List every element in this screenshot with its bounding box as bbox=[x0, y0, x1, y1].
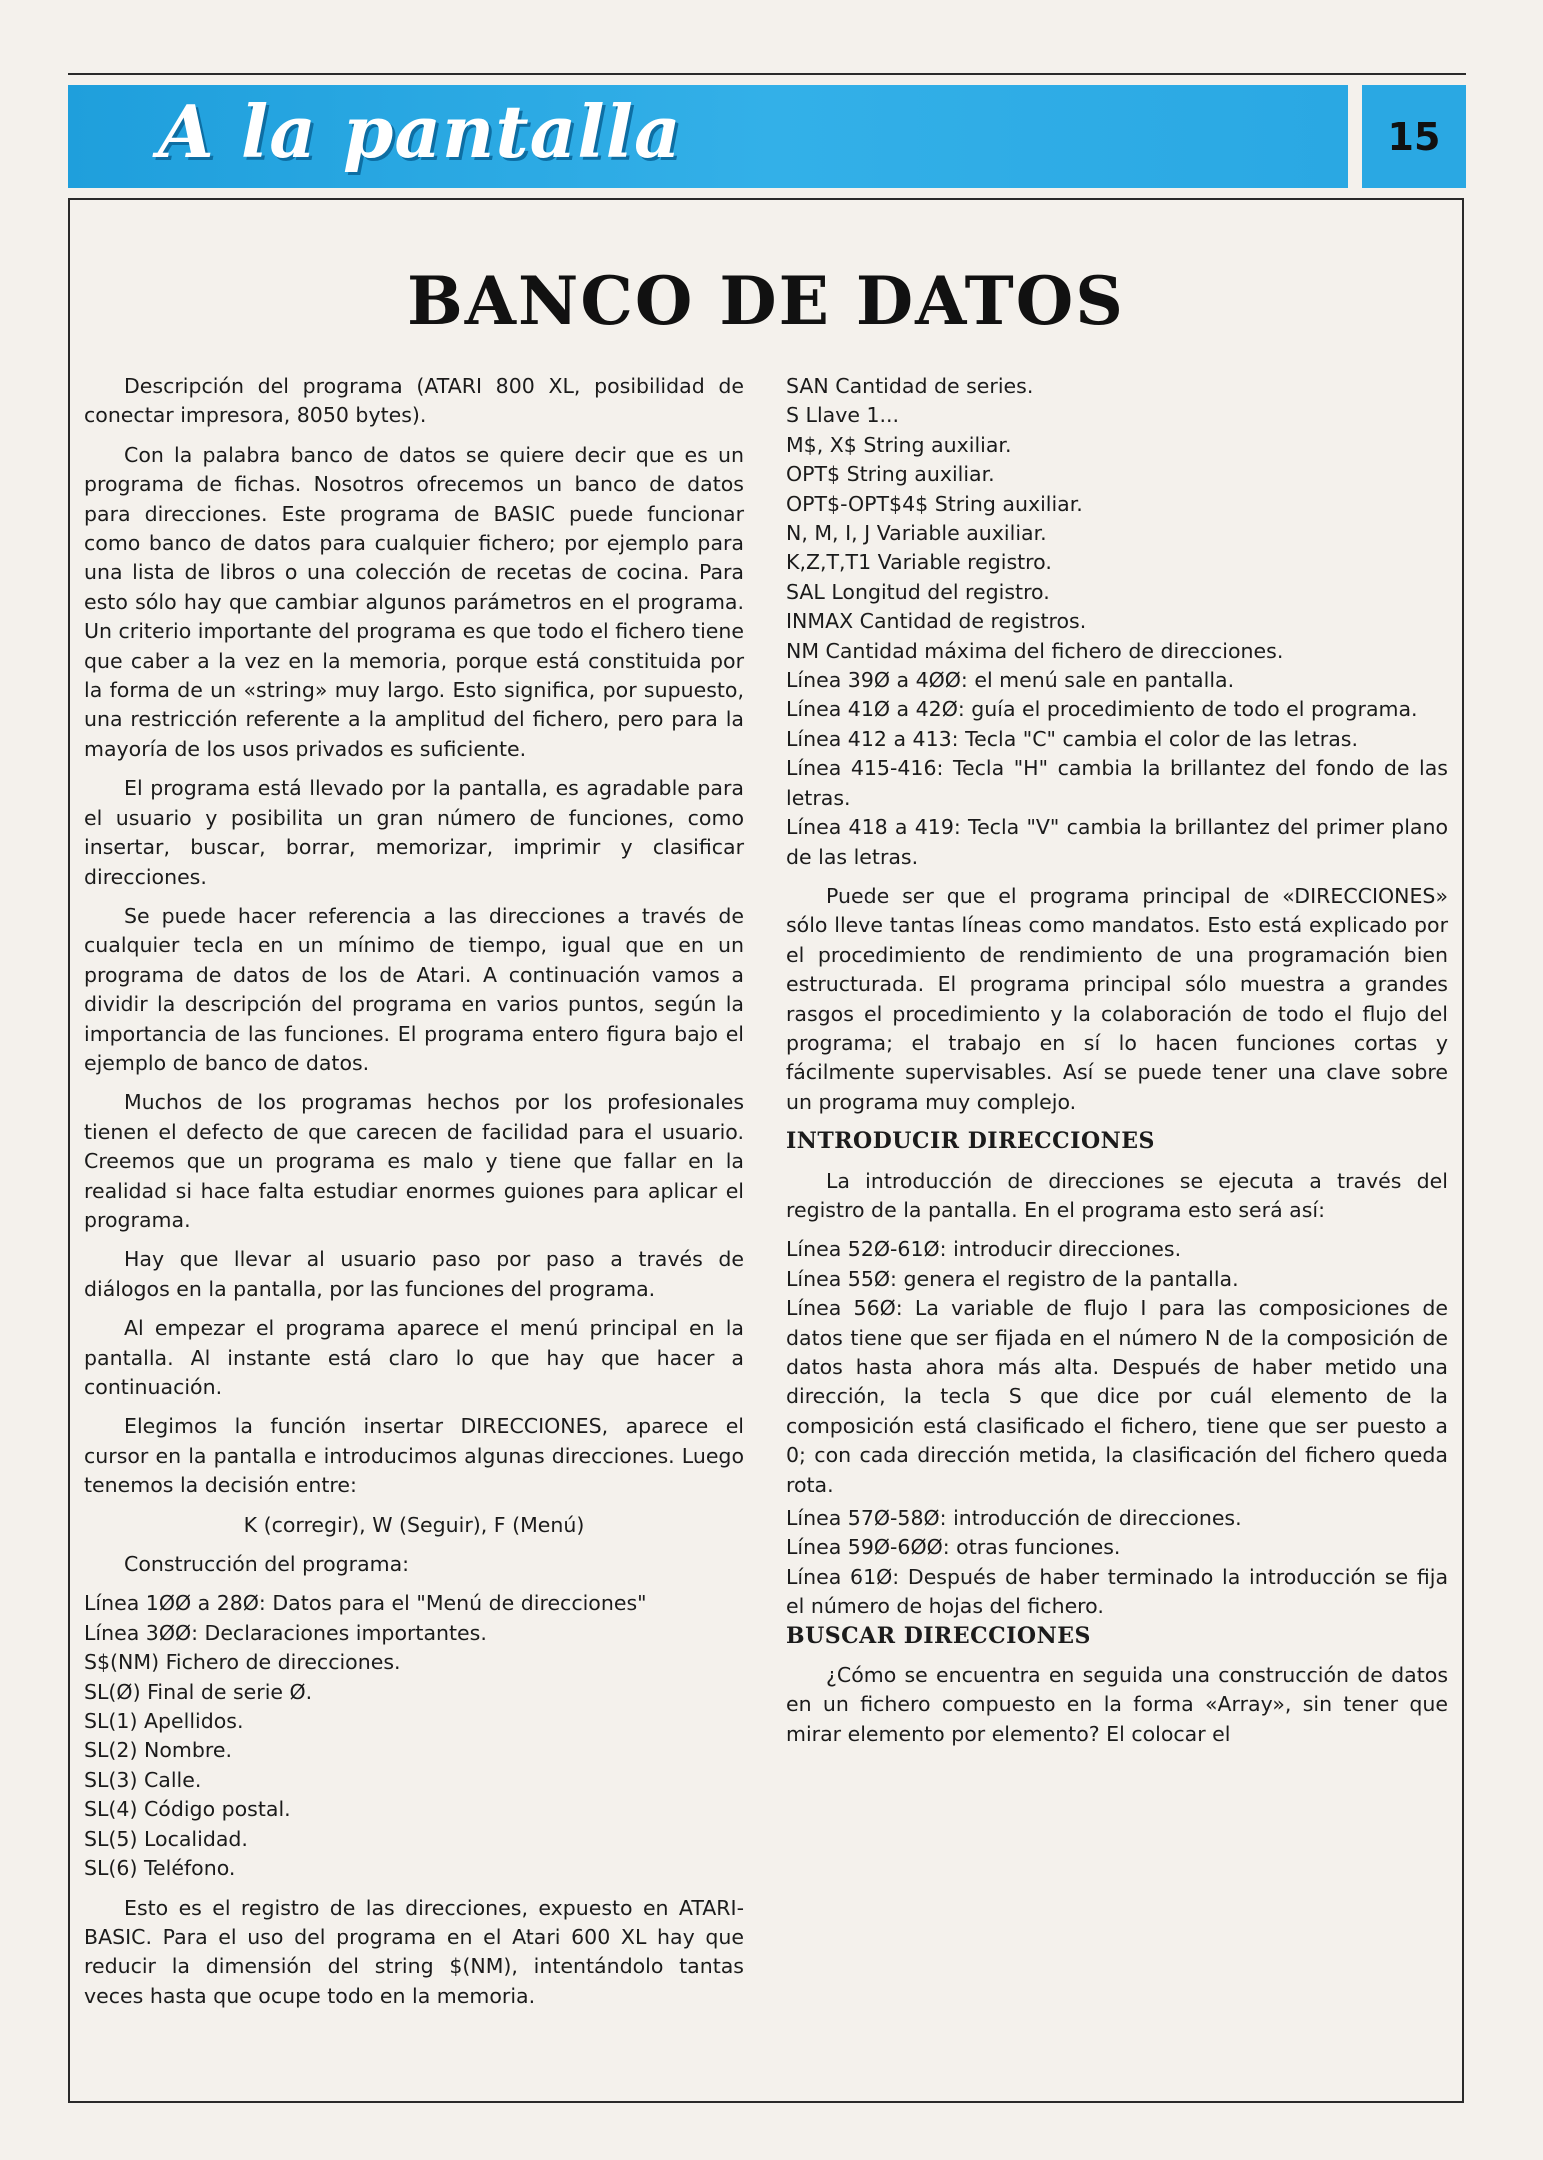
variable-list bbox=[786, 372, 1448, 872]
list-item: Línea 3ØØ: Declaraciones importantes. bbox=[84, 1620, 487, 1645]
paragraph: Muchos de los programas hechos por los profesionales tienen el defecto de que carecen de facilidad para el usuario. Creemos que un programa es malo y tiene que fallar en la realidad si hace falta estudiar enormes guiones para aplicar el programa. bbox=[84, 1090, 744, 1232]
list-item: Línea 41Ø a 42Ø: guía el procedimiento de todo el programa. bbox=[786, 697, 1418, 722]
list-item: Línea 39Ø a 4ØØ: el menú sale en pantalla. bbox=[786, 668, 1235, 693]
list-item: Línea 52Ø-61Ø: introducir direcciones. bbox=[786, 1237, 1182, 1262]
list-item: OPT$ String auxiliar. bbox=[786, 462, 995, 487]
section-heading-introducir: INTRODUCIR DIRECCIONES bbox=[786, 1128, 1155, 1155]
paragraph: Con la palabra banco de datos se quiere decir que es un programa de fichas. Nosotros ofrecemos un banco de datos para direcciones. Este programa de BASIC puede funcionar como banco de datos para cualquier fichero; por ejemplo para una lista de libros o una colección de recetas de cocina. Para esto sólo hay que cambiar algunos parámetros en el programa. Un criterio importante del programa es que todo el fichero tiene que caber a la vez en la memoria, porque está constituida por la forma de un «string» muy largo. Esto significa, por supuesto, una restricción referente a la amplitud del fichero, pero para la mayoría de los usos privados es suficiente. bbox=[84, 442, 744, 761]
list-item: N, M, I, J Variable auxiliar. bbox=[786, 521, 1047, 546]
menu-options: K (corregir), W (Seguir), F (Menú) bbox=[243, 1512, 585, 1537]
paragraph: Construcción del programa: bbox=[124, 1552, 410, 1577]
list-item: K,Z,T,T1 Variable registro. bbox=[786, 550, 1052, 575]
list-item: SL(2) Nombre. bbox=[84, 1738, 232, 1763]
list-item: Línea 415-416: Tecla "H" cambia la brillantez del fondo de las letras. bbox=[786, 756, 1448, 810]
paragraph: El programa está llevado por la pantalla, es agradable para el usuario y posibilita un gran número de funciones, como insertar, buscar, borrar, memorizar, imprimir y clasificar direcciones. bbox=[84, 776, 744, 889]
section-heading-buscar: BUSCAR DIRECCIONES bbox=[786, 1622, 1091, 1649]
list-item: SAN Cantidad de series. bbox=[786, 374, 1034, 398]
left-column bbox=[84, 372, 744, 2011]
list-item: Línea 412 a 413: Tecla "C" cambia el color de las letras. bbox=[786, 726, 1358, 751]
article-title: BANCO DE DATOS bbox=[407, 262, 1125, 340]
declaration-list bbox=[84, 1589, 744, 1883]
list-item: Línea 1ØØ a 28Ø: Datos para el "Menú de direcciones" bbox=[84, 1591, 647, 1616]
list-item: SL(Ø) Final de serie Ø. bbox=[84, 1679, 313, 1704]
list-item: Línea 56Ø: La variable de flujo I para las composiciones de datos tiene que ser fijada en el número N de la composición de datos hasta ahora más alta. Después de haber metido una dirección, la tecla S que dice por cuál elemento de la composición está clasificado el fichero, tiene que ser puesto a 0; con cada dirección metida, la clasificación del fichero queda rota. bbox=[786, 1296, 1448, 1497]
paragraph: Hay que llevar al usuario paso por paso a través de diálogos en la pantalla, por las funciones del programa. bbox=[84, 1247, 744, 1301]
list-item: SL(6) Teléfono. bbox=[84, 1856, 236, 1881]
section-banner bbox=[68, 85, 1348, 188]
list-item: SL(4) Código postal. bbox=[84, 1797, 291, 1822]
paragraph: Al empezar el programa aparece el menú principal en la pantalla. Al instante está claro lo que hay que hacer a continuación. bbox=[84, 1316, 744, 1399]
list-item: S Llave 1... bbox=[786, 403, 900, 428]
list-item: S$(NM) Fichero de direcciones. bbox=[84, 1650, 401, 1675]
list-item: INMAX Cantidad de registros. bbox=[786, 609, 1087, 634]
paragraph: Descripción del programa (ATARI 800 XL, posibilidad de conectar impresora, 8050 bytes). bbox=[84, 374, 744, 428]
list-item: SL(3) Calle. bbox=[84, 1767, 202, 1792]
list-item: M$, X$ String auxiliar. bbox=[786, 432, 1012, 457]
paragraph: Se puede hacer referencia a las direcciones a través de cualquier tecla en un mínimo de tiempo, igual que en un programa de datos de los de Atari. A continuación vamos a dividir la descripción del programa en varios puntos, según la importancia de las funciones. El programa entero figura bajo el ejemplo de banco de datos. bbox=[84, 903, 744, 1075]
list-item: OPT$-OPT$4$ String auxiliar. bbox=[786, 491, 1083, 516]
list-item: NM Cantidad máxima del fichero de direcciones. bbox=[786, 638, 1284, 663]
paragraph: Esto es el registro de las direcciones, expuesto en ATARI-BASIC. Para el uso del programa en el Atari 600 XL hay que reducir la dimensión del string $(NM), intentándolo tantas veces hasta que ocupe todo en la memoria. bbox=[84, 1895, 744, 2008]
intro-line-list bbox=[786, 1235, 1448, 1621]
list-item: SL(5) Localidad. bbox=[84, 1826, 248, 1851]
right-column bbox=[786, 372, 1448, 1749]
paragraph: Elegimos la función insertar DIRECCIONES, aparece el cursor en la pantalla e introducimos algunas direcciones. Luego tenemos la decisión entre: bbox=[84, 1414, 744, 1498]
page-number: 15 bbox=[1362, 85, 1466, 188]
paragraph: ¿Cómo se encuentra en seguida una construcción de datos en un fichero compuesto en la forma «Array», sin tener que mirar elemento por elemento? El colocar el bbox=[786, 1663, 1448, 1746]
top-rule bbox=[68, 73, 1466, 75]
section-title: A la pantalla bbox=[158, 89, 682, 174]
list-item: Línea 57Ø-58Ø: introducción de direcciones. bbox=[786, 1506, 1242, 1531]
list-item: Línea 59Ø-6ØØ: otras funciones. bbox=[786, 1535, 1121, 1560]
list-item: Línea 55Ø: genera el registro de la pantalla. bbox=[786, 1266, 1239, 1291]
paragraph: La introducción de direcciones se ejecuta a través del registro de la pantalla. En el programa esto será así: bbox=[786, 1168, 1448, 1222]
list-item: SAL Longitud del registro. bbox=[786, 579, 1050, 604]
list-item: Línea 418 a 419: Tecla "V" cambia la brillantez del primer plano de las letras. bbox=[786, 815, 1448, 869]
paragraph: Puede ser que el programa principal de «DIRECCIONES» sólo lleve tantas líneas como mandatos. Esto está explicado por el procedimiento de rendimiento de una programación bien estructurada. El programa principal sólo muestra a grandes rasgos el procedimiento y la colaboración de todo el flujo del programa; el trabajo en sí lo hacen funciones cortas y fácilmente supervisables. Así se puede tener una clave sobre un programa muy complejo. bbox=[786, 883, 1448, 1114]
list-item: Línea 61Ø: Después de haber terminado la introducción se fija el número de hojas del fichero. bbox=[786, 1564, 1448, 1619]
list-item: SL(1) Apellidos. bbox=[84, 1709, 244, 1734]
